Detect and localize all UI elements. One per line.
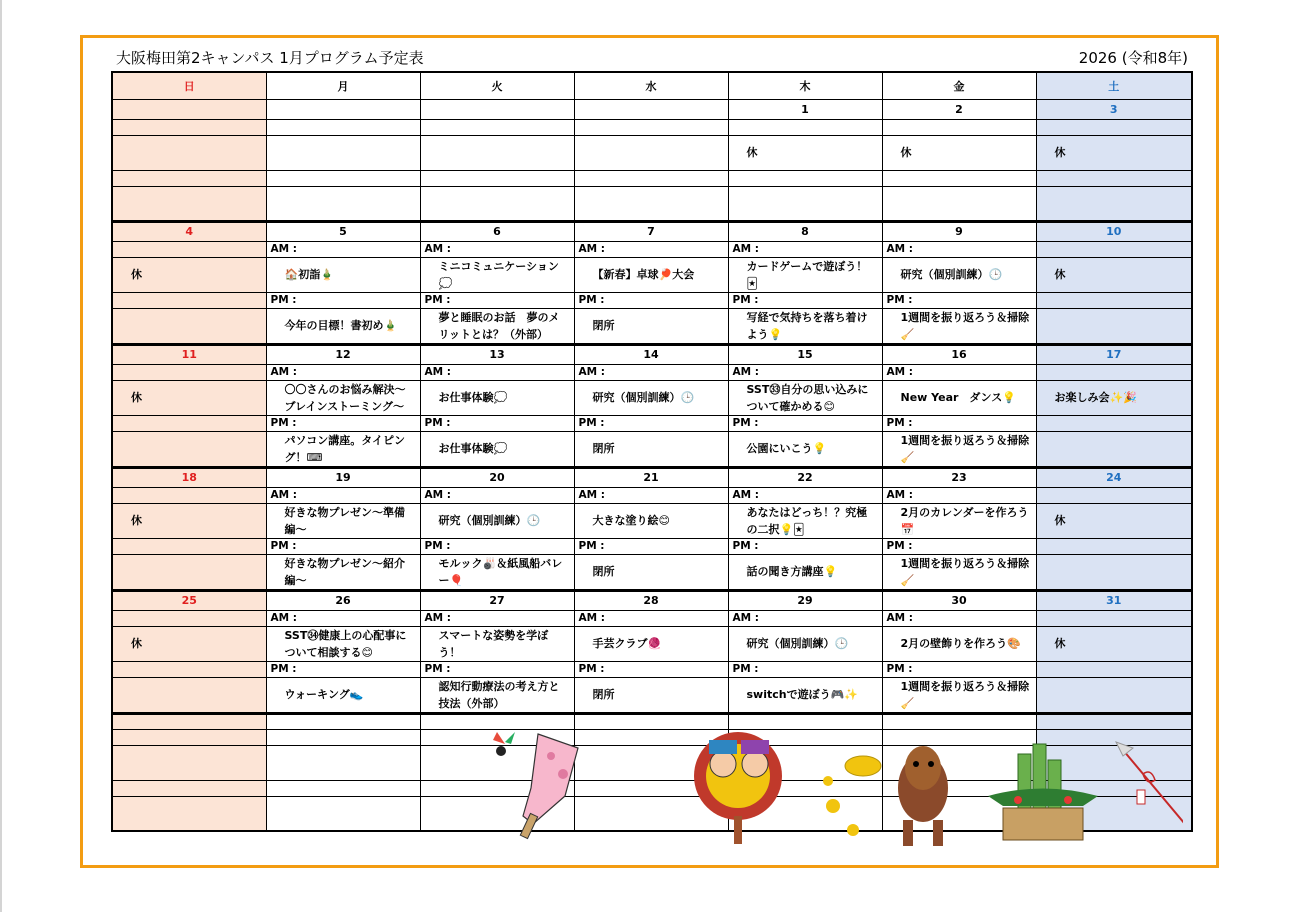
am-activity-text: 〇〇さんのお悩み解決～ブレインストーミング～ <box>284 382 406 413</box>
pm-label-cell: PM : <box>882 661 1036 677</box>
date-cell: 10 <box>1036 221 1192 241</box>
am-activity-text: 研究（個別訓練）🕒 <box>900 268 1003 281</box>
pm-label-cell: PM : <box>728 661 882 677</box>
pm-label-cell <box>1036 415 1192 431</box>
date-row <box>112 221 1192 241</box>
am-label-cell <box>1036 119 1192 135</box>
am-activity-row <box>112 135 1192 170</box>
am-label-cell: AM : <box>420 364 574 380</box>
weekday-tue: 火 <box>420 72 574 99</box>
date-cell: 25 <box>112 590 266 610</box>
pm-activity-cell <box>112 186 266 221</box>
date-cell: 16 <box>882 344 1036 364</box>
date-cell <box>112 99 266 119</box>
pm-label-cell <box>882 170 1036 186</box>
pm-activity-cell <box>882 554 1036 590</box>
date-cell: 27 <box>420 590 574 610</box>
pm-activity-cell <box>574 677 728 713</box>
weekday-fri: 金 <box>882 72 1036 99</box>
am-label-cell <box>1036 364 1192 380</box>
pm-activity-text: モルック🎳＆紙風船バレー🎈 <box>438 556 563 587</box>
am-activity-cell <box>1036 257 1192 292</box>
empty-cell <box>266 796 420 831</box>
pm-label-cell: PM : <box>574 661 728 677</box>
hamaya-arrow-icon <box>1116 742 1183 836</box>
pm-label-row <box>112 292 1192 308</box>
am-activity-text: 休 <box>1054 146 1066 159</box>
pm-activity-cell <box>728 677 882 713</box>
am-activity-text: 2月のカレンダーを作ろう📅 <box>900 505 1029 536</box>
am-activity-cell <box>728 257 882 292</box>
pm-activity-row <box>112 308 1192 344</box>
pm-activity-text: 話の聞き方講座💡 <box>746 565 838 578</box>
am-activity-text: お楽しみ会✨🎉 <box>1054 391 1137 404</box>
pm-activity-cell <box>266 677 420 713</box>
pm-activity-text: 閉所 <box>592 688 615 701</box>
am-label-row <box>112 364 1192 380</box>
am-activity-cell <box>574 503 728 538</box>
pm-activity-row <box>112 677 1192 713</box>
am-activity-text: 休 <box>131 268 142 281</box>
pm-label-cell <box>420 170 574 186</box>
pm-activity-cell <box>112 554 266 590</box>
pm-activity-text: 公園にいこう💡 <box>746 442 827 455</box>
am-activity-cell <box>1036 380 1192 415</box>
pm-activity-cell <box>728 554 882 590</box>
date-cell: 14 <box>574 344 728 364</box>
date-cell: 2 <box>882 99 1036 119</box>
am-activity-cell <box>882 380 1036 415</box>
pm-activity-cell <box>574 186 728 221</box>
am-activity-text: 研究（個別訓練）🕒 <box>746 637 849 650</box>
am-label-cell <box>420 119 574 135</box>
pm-activity-cell <box>1036 677 1192 713</box>
am-activity-text: 休 <box>746 146 758 159</box>
date-cell: 9 <box>882 221 1036 241</box>
pm-activity-cell <box>728 186 882 221</box>
pm-label-cell <box>266 170 420 186</box>
pm-label-cell: PM : <box>420 415 574 431</box>
pm-activity-cell <box>882 431 1036 467</box>
pm-label-cell: PM : <box>882 292 1036 308</box>
pm-label-cell <box>1036 538 1192 554</box>
am-activity-cell <box>420 503 574 538</box>
am-activity-cell <box>420 257 574 292</box>
pm-label-cell: PM : <box>574 415 728 431</box>
lucky-gods-icon <box>694 732 782 844</box>
pm-activity-text: 閉所 <box>592 319 615 332</box>
pm-label-row <box>112 661 1192 677</box>
empty-cell <box>266 745 420 780</box>
am-label-cell <box>112 364 266 380</box>
am-activity-cell <box>882 626 1036 661</box>
kadomatsu-icon <box>988 744 1098 840</box>
date-cell: 24 <box>1036 467 1192 487</box>
am-activity-text: SST㉞健康上の心配事について相談する😊 <box>284 628 407 659</box>
date-cell: 23 <box>882 467 1036 487</box>
date-cell: 6 <box>420 221 574 241</box>
pm-activity-cell <box>1036 308 1192 344</box>
am-label-cell: AM : <box>266 241 420 257</box>
new-year-illustrations <box>483 726 1183 851</box>
pm-label-cell: PM : <box>728 538 882 554</box>
am-label-cell: AM : <box>266 364 420 380</box>
am-activity-text: 大きな塗り絵😊 <box>592 514 670 527</box>
pm-activity-cell <box>728 431 882 467</box>
date-row <box>112 467 1192 487</box>
am-activity-cell <box>266 380 420 415</box>
pm-label-cell <box>574 170 728 186</box>
date-cell: 7 <box>574 221 728 241</box>
am-label-cell <box>1036 241 1192 257</box>
pm-label-cell: PM : <box>882 538 1036 554</box>
am-label-cell: AM : <box>574 487 728 503</box>
pm-activity-text: お仕事体験💭 <box>438 442 508 455</box>
am-label-cell <box>112 487 266 503</box>
empty-cell <box>112 745 266 780</box>
pm-activity-text: 閉所 <box>592 442 615 455</box>
am-label-cell: AM : <box>266 487 420 503</box>
am-label-cell <box>882 119 1036 135</box>
pm-label-cell <box>112 415 266 431</box>
pm-activity-row <box>112 431 1192 467</box>
pm-activity-cell <box>728 308 882 344</box>
am-label-cell <box>728 119 882 135</box>
am-label-cell <box>266 119 420 135</box>
weekday-sun: 日 <box>112 72 266 99</box>
am-label-cell: AM : <box>882 610 1036 626</box>
am-label-cell: AM : <box>728 610 882 626</box>
am-activity-text: 研究（個別訓練）🕒 <box>438 514 541 527</box>
pm-activity-row <box>112 554 1192 590</box>
date-cell <box>574 99 728 119</box>
date-cell: 19 <box>266 467 420 487</box>
pm-activity-cell <box>882 308 1036 344</box>
pm-activity-text: 今年の目標！書初め🎍 <box>284 319 398 332</box>
pm-activity-text: 夢と睡眠のお話 夢のメリットとは？（外部） <box>438 310 560 341</box>
pm-activity-text: 閉所 <box>592 565 615 578</box>
pm-activity-cell <box>574 308 728 344</box>
pm-activity-text: 写経で気持ちを落ち着けよう💡 <box>746 310 868 341</box>
date-cell: 28 <box>574 590 728 610</box>
am-activity-cell <box>882 503 1036 538</box>
pm-label-cell: PM : <box>420 292 574 308</box>
am-activity-text: 手芸クラブ🧶 <box>592 637 662 650</box>
pm-label-cell <box>728 170 882 186</box>
am-label-row <box>112 119 1192 135</box>
empty-cell <box>112 796 266 831</box>
date-row <box>112 344 1192 364</box>
empty-cell <box>112 729 266 745</box>
date-cell: 22 <box>728 467 882 487</box>
pm-activity-text: 1週間を振り返ろう＆掃除🧹 <box>900 310 1030 341</box>
pm-label-cell: PM : <box>266 661 420 677</box>
page-left-edge <box>0 0 2 912</box>
pm-activity-cell <box>574 431 728 467</box>
am-activity-text: お仕事体験💭 <box>438 391 508 404</box>
am-activity-row <box>112 257 1192 292</box>
pm-activity-cell <box>1036 554 1192 590</box>
am-activity-cell <box>112 626 266 661</box>
am-activity-cell <box>882 135 1036 170</box>
am-label-cell: AM : <box>574 364 728 380</box>
am-activity-cell <box>420 135 574 170</box>
am-label-cell <box>112 119 266 135</box>
pm-label-cell: PM : <box>574 292 728 308</box>
am-activity-text: あなたはどっち！？究極の二択💡🃏 <box>746 505 868 536</box>
pm-label-cell: PM : <box>574 538 728 554</box>
date-cell: 20 <box>420 467 574 487</box>
am-activity-text: 休 <box>1054 268 1066 281</box>
date-cell: 4 <box>112 221 266 241</box>
date-cell: 5 <box>266 221 420 241</box>
date-cell: 11 <box>112 344 266 364</box>
am-activity-text: 休 <box>131 391 142 404</box>
pm-activity-text: ウォーキング👟 <box>284 688 364 701</box>
pm-activity-cell <box>882 677 1036 713</box>
am-activity-cell <box>266 503 420 538</box>
pm-label-cell: PM : <box>266 415 420 431</box>
am-activity-text: 休 <box>1054 514 1066 527</box>
pm-label-cell <box>1036 170 1192 186</box>
am-label-row <box>112 610 1192 626</box>
pm-label-cell: PM : <box>420 661 574 677</box>
am-label-cell <box>1036 487 1192 503</box>
am-label-row <box>112 487 1192 503</box>
pm-activity-cell <box>420 677 574 713</box>
empty-cell <box>266 780 420 796</box>
weekday-sat: 土 <box>1036 72 1192 99</box>
am-label-cell <box>1036 610 1192 626</box>
am-label-cell: AM : <box>420 241 574 257</box>
am-label-cell: AM : <box>728 487 882 503</box>
pm-activity-cell <box>266 186 420 221</box>
am-activity-text: New Year ダンス💡 <box>900 391 1016 404</box>
am-activity-text: カードゲームで遊ぼう！🃏 <box>746 259 868 290</box>
empty-cell <box>112 780 266 796</box>
am-activity-text: 休 <box>131 514 142 527</box>
am-activity-text: 好きな物プレゼン～準備編～ <box>284 505 406 536</box>
am-activity-cell <box>420 380 574 415</box>
pm-activity-text: 1週間を振り返ろう＆掃除🧹 <box>900 679 1030 710</box>
am-activity-text: ミニコミュニケーション💭 <box>438 259 559 290</box>
pm-label-row <box>112 538 1192 554</box>
am-label-cell <box>574 119 728 135</box>
date-cell: 8 <box>728 221 882 241</box>
am-label-cell: AM : <box>574 241 728 257</box>
pm-label-cell <box>112 661 266 677</box>
pm-activity-text: 好きな物プレゼン～紹介編～ <box>284 556 406 587</box>
weekday-mon: 月 <box>266 72 420 99</box>
am-label-cell: AM : <box>420 487 574 503</box>
am-activity-text: 2月の壁飾りを作ろう🎨 <box>900 637 1021 650</box>
am-label-cell <box>112 241 266 257</box>
pm-label-cell: PM : <box>728 292 882 308</box>
am-activity-cell <box>266 257 420 292</box>
pm-label-cell <box>1036 292 1192 308</box>
am-activity-row <box>112 503 1192 538</box>
am-label-cell: AM : <box>728 241 882 257</box>
am-label-cell: AM : <box>728 364 882 380</box>
am-activity-text: 研究（個別訓練）🕒 <box>592 391 695 404</box>
pm-label-cell: PM : <box>266 538 420 554</box>
date-cell: 1 <box>728 99 882 119</box>
am-activity-text: 休 <box>1054 637 1066 650</box>
am-activity-text: 🏠初詣🎍 <box>284 268 334 281</box>
am-activity-cell <box>112 257 266 292</box>
am-activity-cell <box>112 380 266 415</box>
pm-activity-text: 1週間を振り返ろう＆掃除🧹 <box>900 433 1030 464</box>
date-row <box>112 590 1192 610</box>
date-cell: 17 <box>1036 344 1192 364</box>
calendar-table <box>111 71 1193 832</box>
date-cell: 15 <box>728 344 882 364</box>
date-cell: 31 <box>1036 590 1192 610</box>
am-activity-cell <box>728 135 882 170</box>
am-activity-cell <box>882 257 1036 292</box>
am-activity-cell <box>112 503 266 538</box>
pm-activity-text: パソコン講座。タイピング！⌨ <box>284 433 406 464</box>
pm-label-row <box>112 415 1192 431</box>
pm-label-cell <box>112 292 266 308</box>
pm-label-cell: PM : <box>728 415 882 431</box>
pm-label-cell <box>1036 661 1192 677</box>
weekday-thu: 木 <box>728 72 882 99</box>
date-cell: 26 <box>266 590 420 610</box>
am-activity-cell <box>574 380 728 415</box>
date-cell: 3 <box>1036 99 1192 119</box>
date-cell: 13 <box>420 344 574 364</box>
pm-activity-cell <box>266 308 420 344</box>
am-activity-cell <box>266 135 420 170</box>
weekday-wed: 水 <box>574 72 728 99</box>
hagoita-icon <box>493 732 578 839</box>
calendar-frame <box>80 35 1219 868</box>
pm-activity-text: 認知行動療法の考え方と技法（外部） <box>438 679 560 710</box>
pm-activity-cell <box>1036 186 1192 221</box>
pm-activity-cell <box>882 186 1036 221</box>
am-activity-text: 休 <box>900 146 912 159</box>
am-activity-cell <box>728 380 882 415</box>
date-cell: 30 <box>882 590 1036 610</box>
am-label-row <box>112 241 1192 257</box>
pm-activity-cell <box>420 186 574 221</box>
date-cell <box>420 99 574 119</box>
pm-activity-text: 1週間を振り返ろう＆掃除🧹 <box>900 556 1030 587</box>
am-activity-cell <box>728 626 882 661</box>
am-label-cell: AM : <box>882 241 1036 257</box>
pm-label-cell <box>112 170 266 186</box>
pm-activity-text: switchで遊ぼう🎮✨ <box>746 688 858 701</box>
date-cell: 21 <box>574 467 728 487</box>
pm-activity-row <box>112 186 1192 221</box>
pm-activity-cell <box>266 554 420 590</box>
pm-label-cell: PM : <box>266 292 420 308</box>
am-activity-cell <box>266 626 420 661</box>
am-activity-cell <box>574 626 728 661</box>
page-title: 大阪梅田第2キャンパス 1月プログラム予定表 <box>116 49 424 67</box>
horse-icon <box>823 746 948 846</box>
am-label-cell: AM : <box>574 610 728 626</box>
pm-activity-cell <box>574 554 728 590</box>
am-label-cell: AM : <box>420 610 574 626</box>
am-activity-cell <box>574 257 728 292</box>
am-activity-text: 【新春】卓球🏓大会 <box>592 268 695 281</box>
am-activity-cell <box>420 626 574 661</box>
pm-label-cell <box>112 538 266 554</box>
date-row <box>112 99 1192 119</box>
pm-activity-cell <box>420 431 574 467</box>
pm-activity-cell <box>266 431 420 467</box>
pm-label-cell: PM : <box>882 415 1036 431</box>
am-label-cell: AM : <box>882 364 1036 380</box>
am-activity-text: スマートな姿勢を学ぼう！ <box>438 628 549 659</box>
empty-cell <box>112 713 266 729</box>
am-activity-cell <box>1036 503 1192 538</box>
am-activity-cell <box>574 135 728 170</box>
pm-activity-cell <box>420 554 574 590</box>
am-label-cell <box>112 610 266 626</box>
am-activity-row <box>112 626 1192 661</box>
pm-activity-cell <box>420 308 574 344</box>
am-label-cell: AM : <box>266 610 420 626</box>
pm-activity-cell <box>112 308 266 344</box>
date-cell: 12 <box>266 344 420 364</box>
am-label-cell: AM : <box>882 487 1036 503</box>
am-activity-text: 休 <box>131 637 142 650</box>
am-activity-cell <box>1036 135 1192 170</box>
am-activity-cell <box>728 503 882 538</box>
am-activity-cell <box>112 135 266 170</box>
empty-cell <box>266 713 420 729</box>
year-label: 2026 (令和8年) <box>1078 49 1188 67</box>
am-activity-text: SST㉝自分の思い込みについて確かめる😊 <box>746 382 869 413</box>
date-cell: 18 <box>112 467 266 487</box>
pm-activity-cell <box>112 677 266 713</box>
am-activity-row <box>112 380 1192 415</box>
date-cell <box>266 99 420 119</box>
empty-cell <box>266 729 420 745</box>
pm-activity-cell <box>112 431 266 467</box>
date-cell: 29 <box>728 590 882 610</box>
pm-activity-cell <box>1036 431 1192 467</box>
pm-label-cell: PM : <box>420 538 574 554</box>
weekday-header-row <box>112 72 1192 99</box>
pm-label-row <box>112 170 1192 186</box>
am-activity-cell <box>1036 626 1192 661</box>
